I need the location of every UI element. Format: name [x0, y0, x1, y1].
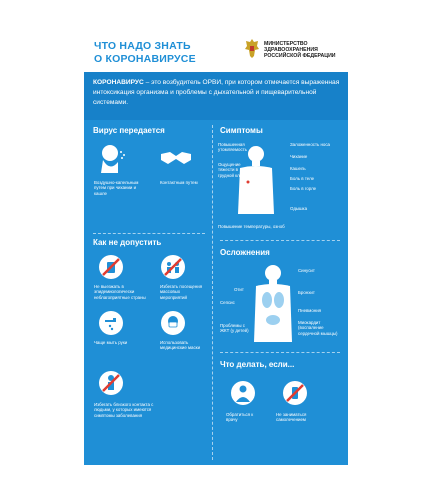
- symptom-chest: Ощущение тяжести в грудной клетке: [218, 162, 249, 178]
- symptom-throat: Боль в горле: [290, 186, 317, 191]
- handshake-icon: [160, 148, 192, 168]
- no-close-contact-icon: [98, 370, 124, 396]
- symptoms-heading: Симптомы: [220, 126, 263, 135]
- complication-otitis: Отит: [234, 287, 244, 292]
- ministry-line-1: МИНИСТЕРСТВО: [264, 41, 308, 47]
- poster-header: [84, 28, 348, 72]
- ministry-line-2: ЗДРАВООХРАНЕНИЯ: [264, 47, 318, 54]
- intro-banner: [84, 72, 348, 120]
- no-travel-label: Не выезжать в эпидемиологически неблагоприятные страны: [94, 284, 146, 300]
- title-line-1: ЧТО НАДО ЗНАТЬ: [94, 40, 191, 52]
- symptom-fever: Повышение температуры, озноб: [218, 224, 285, 229]
- complication-bronchitis: Бронхит: [298, 290, 315, 295]
- complications-heading: Осложнения: [220, 248, 270, 257]
- airborne-label: Воздушно-капельным путем при чихании и кашле: [94, 180, 139, 196]
- complication-sepsis: Сепсис: [220, 300, 235, 305]
- actions-heading: Что делать, если...: [220, 360, 295, 369]
- symptom-nose: Заложенность носа: [290, 142, 330, 147]
- symptom-short-breath: Одышка: [290, 206, 308, 211]
- hand-wash-label: Чаще мыть руки: [94, 340, 128, 345]
- face-mask-icon: [160, 310, 186, 336]
- no-crowds-icon: [160, 254, 186, 280]
- ministry-name: [264, 41, 336, 60]
- symptom-sneeze: Чихание: [290, 154, 308, 159]
- symptom-cough: Кашель: [290, 166, 306, 171]
- no-crowds-label: Избегать посещения массовых мероприятий: [160, 284, 203, 300]
- divider-right-2: [220, 352, 340, 353]
- complication-sinusitis: Синусит: [298, 268, 315, 273]
- organs-silhouette-icon: [252, 264, 294, 344]
- no-self-medication-icon: [282, 380, 308, 406]
- prevention-heading: Как не допустить: [93, 238, 162, 247]
- divider-left-1: [93, 233, 205, 234]
- complication-myocarditis: Миокардит (воспаление сердечной мышцы): [298, 320, 338, 336]
- transmission-heading: Вирус передается: [93, 126, 165, 135]
- complication-gi: Проблемы с ЖКТ (у детей): [220, 323, 249, 334]
- intro-definition: – это возбудитель ОРВИ, при котором отмечается выраженная интоксикация организма и проблемы с дыхательной и пищеварительной системами.: [93, 79, 340, 106]
- title-line-2: О КОРОНАВИРУСЕ: [94, 53, 196, 65]
- contact-label: Контактным путем: [160, 180, 198, 185]
- poster: [84, 28, 348, 465]
- doctor-label: Обратиться к врачу: [226, 412, 254, 423]
- doctor-icon: [230, 380, 256, 406]
- body-silhouette-icon: [234, 144, 278, 222]
- symptom-body-pain: Боль в теле: [290, 176, 315, 181]
- no-close-contact-label: Избегать близкого контакта с людьми, у которых имеются симптомы заболевания: [94, 402, 154, 418]
- no-travel-icon: [98, 254, 124, 280]
- intro-term: КОРОНАВИРУС: [93, 79, 144, 86]
- coat-of-arms-icon: [244, 37, 260, 59]
- column-divider: [212, 125, 213, 460]
- divider-right-1: [220, 240, 340, 241]
- symptom-fatigue: Повышенная утомляемость: [218, 142, 247, 153]
- poster-title: [94, 40, 196, 66]
- ministry-line-3: РОССИЙСКОЙ ФЕДЕРАЦИИ: [264, 53, 336, 60]
- sneezing-head-icon: [98, 142, 126, 174]
- complication-pneumonia: Пневмония: [298, 308, 322, 313]
- face-mask-label: Использовать медицинские маски: [160, 340, 201, 351]
- no-self-medication-label: Не заниматься самолечением: [276, 412, 307, 423]
- hand-wash-icon: [98, 310, 124, 336]
- intro-text: [93, 78, 341, 108]
